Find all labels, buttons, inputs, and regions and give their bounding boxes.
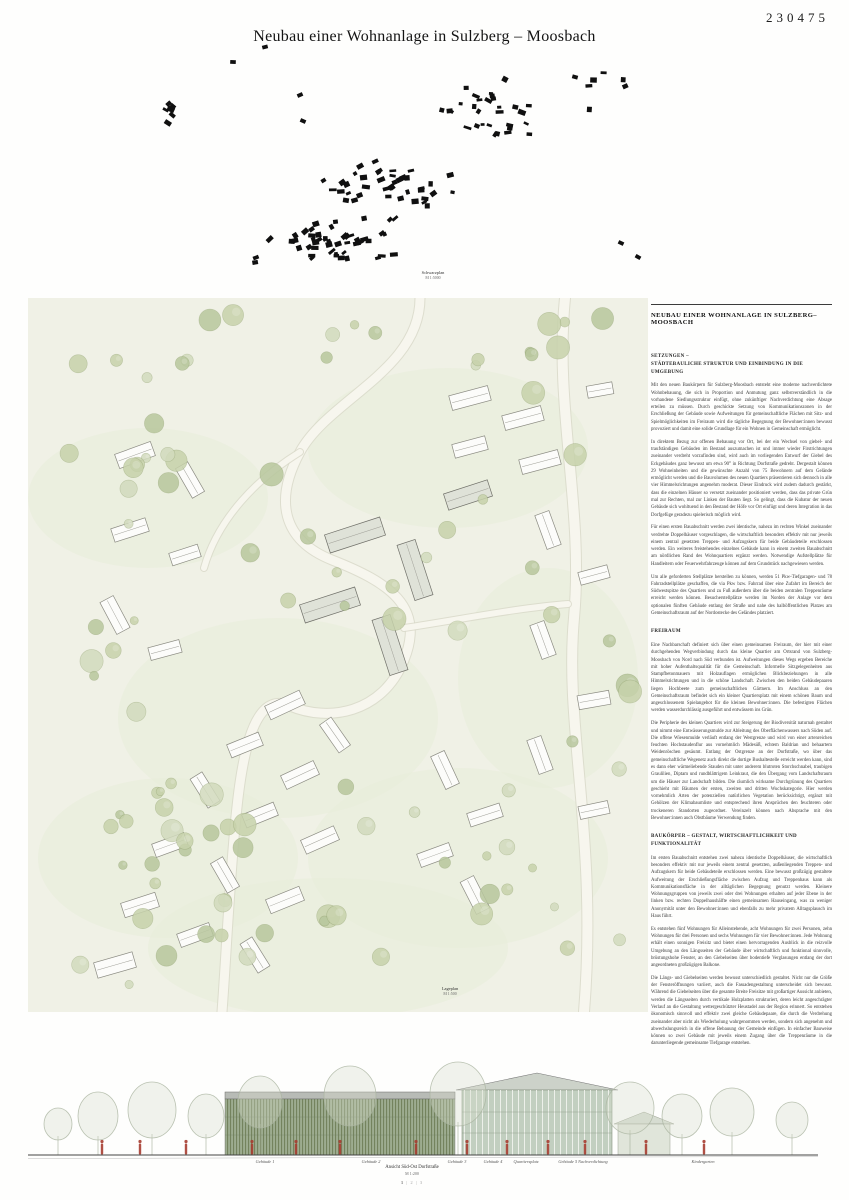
tree <box>499 839 515 855</box>
tree-highlight <box>392 582 398 588</box>
building-footprint <box>501 76 508 83</box>
building-footprint <box>372 158 379 164</box>
page-number: 2 <box>410 1180 414 1185</box>
person-figure <box>415 1144 417 1155</box>
tree <box>203 825 219 841</box>
elevation-caption-title: Ansicht Süd-Ost Dorfstraße <box>385 1165 439 1170</box>
tree-canopy <box>776 1102 808 1138</box>
tree <box>214 894 232 912</box>
tree <box>60 444 78 462</box>
person-figure-head <box>465 1140 468 1143</box>
person-figure <box>645 1144 647 1155</box>
schwarzplan-caption <box>385 270 481 280</box>
tree-highlight <box>508 786 513 791</box>
tree <box>480 884 500 904</box>
building-footprint <box>497 106 501 109</box>
building-footprint <box>491 96 497 101</box>
building-footprint <box>621 77 626 82</box>
tree <box>439 857 450 868</box>
tree <box>386 579 400 593</box>
tree-highlight <box>335 908 343 916</box>
tree <box>144 414 163 433</box>
tree-highlight <box>365 820 372 827</box>
tree-canopy <box>606 1082 654 1134</box>
tree-highlight <box>113 645 119 651</box>
entry-number: 230475 <box>766 10 829 25</box>
person-figure <box>339 1144 341 1155</box>
tree <box>528 864 536 872</box>
tree <box>161 447 175 461</box>
building-footprint <box>506 123 514 128</box>
tree-highlight <box>145 455 149 459</box>
tree <box>383 607 406 630</box>
tree-highlight <box>122 862 125 865</box>
tree <box>124 519 133 528</box>
tree-highlight <box>163 801 170 808</box>
tree <box>338 779 354 795</box>
page-number: 3 <box>419 1180 424 1185</box>
person-figure <box>185 1144 187 1155</box>
building-footprint <box>622 83 629 89</box>
elevation-label: Gebäude 5 Nachverdichtung <box>558 1159 608 1164</box>
tree-highlight <box>160 789 163 792</box>
person-figure <box>506 1144 508 1155</box>
tree <box>546 336 569 359</box>
elevation-caption <box>352 1165 472 1185</box>
column-sections <box>651 353 832 1048</box>
tree-highlight <box>171 823 180 832</box>
tree <box>332 567 342 577</box>
tree <box>619 680 642 703</box>
building-footprint <box>590 77 597 82</box>
building-footprint <box>290 238 298 244</box>
building-footprint <box>300 118 307 124</box>
building-footprint <box>476 108 482 114</box>
building-footprint <box>464 86 469 90</box>
schwarzplan-caption-scale: M 1:5000 <box>425 276 441 280</box>
building-footprint <box>389 169 396 172</box>
tree <box>448 621 467 640</box>
building-footprint <box>512 104 519 110</box>
building-footprint <box>328 224 334 231</box>
body-paragraph: Für einen ersten Bauabschnitt werden zwei identische, nahezu im rechten Winkel zueinander verdrehte Doppelhäuser vorgeschlagen, die wirtschaftlich besonders effektiv mit nur jeweils einem zentral gesetzten Treppen- und Aufzugskern für beide Gebäudeteile erschlossen werden. Ein weiteres freistehendes einzelnes Gebäude kann in einem zweiten Bauabschnitt am nördlichen Rand des Wohnquartiers ergänzt werden. Notwendige Aufstellplätze für Handleitern oder Feuerwehrfahrzeuge können auf dem Grundstück nachgewiesen werden. <box>651 525 832 567</box>
elevation-label: Quartiersplatz <box>513 1159 539 1164</box>
tree-highlight <box>128 521 132 525</box>
elevation-label: Gebäude 3 <box>447 1159 467 1164</box>
building-footprint <box>351 197 358 203</box>
tree <box>567 736 579 748</box>
tree <box>200 783 224 807</box>
sheet-page-indicator: 1 | 2 | 3 <box>400 1180 424 1185</box>
tree <box>421 552 432 563</box>
tree-canopy <box>662 1094 702 1138</box>
tree-highlight <box>247 951 254 958</box>
lageplan-caption <box>400 986 500 996</box>
tree <box>327 905 347 925</box>
schwarzplan-caption-title: Schwarzplan <box>421 270 445 275</box>
building-footprint <box>526 132 532 136</box>
building-footprint <box>308 254 315 258</box>
body-paragraph: In direktem Bezug zur offenen Bebauung vor Ort, bei der ein Wechsel von giebel- und traufständigen Gebäuden im Bestand auszumachen ist und immer wieder Firstrichtungen zueinander verdreht vorzufinden sind, wird auch im vorliegenden Entwurf der Giebel des Eckgebäudes ganz bewusst um etwa 90° in Richtung Dorfstraße gedreht. Dergestalt können 29 Wohneinheiten und die gewünschte Anzahl von 75 Bewohnern auf dem Gelände ermöglicht werden und die Bauvolumen des neuen Quartiers präsentieren sich dennoch in alle vier Himmelsrichtungen angenehm moderat. Dieser Eindruck wird zudem dadurch gestärkt, dass die einzelnen Häuser so versetzt zueinander positioniert werden, dass das private Grün mal zur Rechten, mal zur Linken der Bauten liegt. So gelingt, dass die Kubatur der neuen Gebäude sich wohltuend in den Bestand der Höfe vor Ort einfügt und deren Integration in das Dorfgefüge geradezu spielerisch möglich wird. <box>651 439 832 518</box>
tree <box>156 787 164 795</box>
lageplan-caption-title: Lageplan <box>441 986 459 991</box>
tree-highlight <box>134 618 137 621</box>
building-footprint <box>252 260 258 265</box>
person-figure-head <box>294 1140 297 1143</box>
tree <box>321 352 333 364</box>
tree <box>591 307 613 329</box>
tree-highlight <box>380 951 387 958</box>
body-paragraph: Mit den neuen Baukörpern für Sulzberg-Moosbach entsteht eine moderne nachverdichtete Wohnbebauung, die sich in Proportion und Anmutung ganz selbstverständlich in die vorhandene Siedlungsstruktur einfügt, ohne zukünftiger Nachverdichtung eine Absage erteilen zu müssen. Durch geschickte Setzung von Kommunikationszonen in der Erschließung der Gebäude sowie Aufweitungen für gemeinschaftliche Flächen mit Sitz- und Spielmöglichkeiten im Freiraum wird die tägliche Begegnung der Bewohner:innen bewusst provoziert und damit eine solide Grundlage für ein Wohnen in Gemeinschaft ermöglicht. <box>651 383 832 432</box>
building-footprint <box>337 189 345 194</box>
tree <box>120 480 137 497</box>
person-figure <box>703 1144 705 1155</box>
building-footprint <box>526 104 532 108</box>
person-figure <box>101 1144 103 1155</box>
tree-highlight <box>232 308 240 316</box>
tree <box>543 606 560 623</box>
person-figure-head <box>546 1140 549 1143</box>
tree <box>215 929 228 942</box>
building-footprint <box>439 107 445 112</box>
person-figure-head <box>250 1140 253 1143</box>
building-footprint <box>635 254 642 260</box>
tree <box>340 601 350 611</box>
tree <box>260 463 283 486</box>
tree <box>525 348 538 361</box>
tree <box>142 372 152 382</box>
section-heading: FREIRAUM <box>651 629 681 635</box>
text-section <box>651 353 832 617</box>
tree <box>127 702 146 721</box>
person-figure-head <box>338 1140 341 1143</box>
building-footprint <box>334 252 338 256</box>
tree <box>119 861 128 870</box>
building-footprint <box>587 107 592 113</box>
tree-highlight <box>574 447 583 456</box>
building-footprint <box>333 219 338 224</box>
tree-canopy <box>78 1092 118 1140</box>
building-footprint <box>446 108 452 113</box>
tree <box>471 903 493 925</box>
tree <box>560 941 575 956</box>
building-footprint <box>360 174 368 180</box>
description-column <box>651 304 832 1053</box>
building-footprint <box>446 172 454 178</box>
building-footprint <box>517 109 526 116</box>
tree <box>372 948 389 965</box>
building-footprint <box>320 178 326 184</box>
building-footprint <box>523 121 529 126</box>
building-footprint <box>389 174 396 178</box>
tree-highlight <box>155 880 159 884</box>
column-heading: NEUBAU EINER WOHNANLAGE IN SULZBERG–MOOSBACH <box>651 312 817 326</box>
building-footprint <box>429 190 437 198</box>
tree-canopy <box>188 1094 224 1138</box>
tree <box>326 327 340 341</box>
tree <box>125 980 133 988</box>
building-footprint <box>266 235 274 243</box>
building-footprint <box>397 195 404 201</box>
tree <box>105 643 121 659</box>
building-footprint <box>382 186 389 191</box>
building-footprint <box>572 74 578 79</box>
person-figure <box>139 1144 141 1155</box>
tree <box>72 956 89 973</box>
tree <box>110 354 122 366</box>
tree <box>550 903 558 911</box>
tree <box>199 309 221 331</box>
building-footprint <box>362 184 370 189</box>
building-footprint <box>421 196 428 201</box>
building-footprint <box>391 215 398 222</box>
tree <box>564 443 587 466</box>
tree-highlight <box>532 563 538 569</box>
tree <box>198 926 215 943</box>
body-paragraph: Eine Nachbarschaft definiert sich über einen gemeinsamen Freiraum, der hier mit einer durchgehenden Wegverbindung durch das kleine Quartier am Ortsrand von Sulzberg-Moosbach von Nord nach Süd verbunden ist. Aufweitungen dieses Wegs ergeben Bereiche mit hoher Aufenthaltsqualität für die Gemeinschaft. Informelle Sitzgelegenheiten aus Stampfbetonmauern mit Holzauflagen ermöglichen Blickbeziehungen in alle Himmelsrichtungen und in die schöne Landschaft. Zwischen den beiden Gebäudepaaren liegen Hochbeete zum gemeinschaftlichen Gärtnern. Im Anschluss an den Gemeinschaftsraum befindet sich ein kleiner Quartiersplatz mit einem schönen Baum und angeschlossenem Spielangebot für die kleinen Bewohner:innen. Die befestigten Flächen werden wasserdurchlässig ausgeführt und entwässern ins Grün. <box>651 642 832 714</box>
tree <box>603 635 615 647</box>
tree-highlight <box>507 885 512 890</box>
building-footprint <box>377 176 386 183</box>
tree <box>166 778 177 789</box>
tree-highlight <box>481 906 490 915</box>
tree-highlight <box>171 780 175 784</box>
tree <box>525 561 539 575</box>
building-footprint <box>378 254 386 258</box>
building-footprint <box>476 98 482 101</box>
tree <box>369 326 382 339</box>
tree-highlight <box>457 624 465 632</box>
elevation-label: Kindergarten <box>691 1159 715 1164</box>
street-elevation-drawing <box>20 1036 830 1163</box>
building-footprint <box>311 246 318 250</box>
building-footprint <box>585 84 592 88</box>
tree <box>281 593 296 608</box>
tree <box>158 472 179 493</box>
person-figure-head <box>100 1140 103 1143</box>
text-section <box>651 833 832 1048</box>
page-title: Neubau einer Wohnanlage in Sulzberg – Moosbach <box>253 28 596 45</box>
building-footprint <box>486 123 492 127</box>
building-footprint <box>296 245 303 252</box>
tree-highlight <box>116 356 121 361</box>
building-footprint <box>481 123 485 126</box>
tree <box>69 355 87 373</box>
building-footprint <box>301 227 309 235</box>
building-footprint <box>308 233 316 238</box>
tree-highlight <box>184 835 191 842</box>
building-footprint <box>262 44 268 49</box>
building-footprint <box>489 92 493 95</box>
body-paragraph: Die Längs- und Giebelseiten werden bewusst unterschiedlich gestaltet. Nicht nur die Größe der Fensteröffnungen variiert, auch die Fassadengestaltung unterscheidet sich bewusst. Während die Giebelseiten über die gesamte Breite Freisitze mit großartiger Aussicht anbieten, werden die Längsseiten durch vertikale Holzplatten strukturiert, deren leicht angeschrägter Verlauf an die Gestaltung wettergeschützter Heustadel aus der Region erinnert. So entstehen ökonomisch sinnvoll und effektiv zwei gleiche Gebäudepaare, die durch die Verdrehung zueinander aber nicht als Wiederholung wahrgenommen werden, sondern sich angenehm und abwechslungsreich in die offene Bebauung der Gemeinde einfügen. In einfacher Bauweise können so zwei Gebäude mit jeweils einem Zugang über die Treppenräume in die darunterliegende gemeinsame Tiefgarage entstehen. <box>651 975 832 1047</box>
building-footprint <box>338 256 345 261</box>
person-figure-head <box>184 1140 187 1143</box>
tree <box>241 543 260 562</box>
tree-highlight <box>414 808 418 812</box>
tree-highlight <box>393 611 402 620</box>
tree-highlight <box>249 546 256 553</box>
building-footprint <box>474 123 480 129</box>
body-paragraph: Es entstehen fünf Wohnungen für Alleinstehende, acht Wohnungen für zwei Personen, zehn Wohnungen für drei Personen und sechs Wohnungen für vier Bewohner:innen. Jede Wohnung erhält einen sonnigen Freisitz und bietet einen hervorragenden Ausblick in die reizvolle Umgebung an den Längsseiten der Gebäude über wirtschaftlich und funktional sinnvolle, brüstungshohe Fenster, an den Giebelseiten über bodentiefe Verglasungen entlang der dort angeordneten großzügigen Balkone. <box>651 926 832 969</box>
building-footprint <box>428 181 432 186</box>
tree-highlight <box>551 609 558 616</box>
tree-highlight <box>120 812 124 816</box>
tree-canopy <box>238 1076 282 1128</box>
tree <box>133 908 153 928</box>
person-figure-head <box>414 1140 417 1143</box>
tree <box>222 304 243 325</box>
tree <box>80 649 103 672</box>
building-footprint <box>344 241 350 245</box>
building-footprint <box>472 104 477 109</box>
lageplan-site-plan <box>28 298 648 1012</box>
tree-highlight <box>182 358 188 364</box>
tree <box>482 852 491 861</box>
building-footprint <box>408 169 415 173</box>
tree-canopy <box>710 1088 754 1136</box>
building-footprint <box>312 220 320 227</box>
person-figure-head <box>505 1140 508 1143</box>
tree-highlight <box>375 328 380 333</box>
building-footprint <box>343 198 350 204</box>
tree <box>472 353 485 366</box>
tree <box>104 819 119 834</box>
elevation-label: Gebäude 2 <box>361 1159 381 1164</box>
body-paragraph: Die Peripherie des kleinen Quartiers wird zur Steigerung der Biodiversität naturnah gestaltet und nimmt eine Entwässerungsmulde zur Ableitung des Oberflächenwassers nach Süden auf. Die offene Wiesenmulde verläuft entlang der Westgrenze und wird von einer artenreichen feuchten Hochstaudenflur aus vornehmlich Mädesüß, echtem Baldrian und behaartem Weidenröschen gesäumt. Entlang der Ostgrenze an der Dorfstraße, wo über das gemeinschaftliche Wegenetz auch direkt die dortige Bushaltestelle erreicht werden kann, sind es dann eher wärmeliebende Stauden mit unter anderem blutroten Storchschnabel, traubigen Graulilien, Diptam und rundblättrigem Leinkraut, die den Übergang vom Landschaftsraum um die Häuser zur Landschaft bilden. Die räumlich wirksame Durchgrünung des Quartiers geschieht mit Bäumen der ersten, zweiten und dritten Wuchskategorie. Hier werden vornehmlich Arten der potenziellen natürlichen Vegetation berücksichtigt, ergänzt mit Gehölzen der Klimabaumliste und entsprechend ihren Ansprüchen den feuchteren oder trockeneren Standorten zugeordnet. Vereinzelt können nach Absprache mit den Bewohner:innen auch Obstbäume Verwendung finden. <box>651 721 832 821</box>
tree-highlight <box>531 350 536 355</box>
tree-highlight <box>618 764 624 770</box>
tree <box>502 884 513 895</box>
building-footprint <box>356 162 364 169</box>
page-number: 1 <box>400 1180 405 1185</box>
tree-canopy <box>44 1108 72 1140</box>
tree <box>357 817 375 835</box>
tree-highlight <box>79 959 86 966</box>
elevation-label: Gebäude 1 <box>255 1159 275 1164</box>
tree <box>614 934 626 946</box>
building-footprint <box>618 240 625 246</box>
tree <box>155 799 173 817</box>
tree-highlight <box>307 531 313 537</box>
person-figure <box>466 1144 468 1155</box>
person-figure <box>547 1144 549 1155</box>
building-footprint <box>601 71 607 74</box>
tree <box>522 381 545 404</box>
tree <box>233 838 253 858</box>
building-footprint <box>504 130 512 135</box>
building-footprint <box>344 255 350 261</box>
tree <box>233 813 256 836</box>
body-paragraph: Um alle geforderten Stellplätze herstellen zu können, werden 51 Pkw-Tiefgaragen- und 78 Fahrradstellplätze geschaffen, die via Pkw bzw. Fahrrad über eine Zufahrt im Bereich der Südwestspitze des Quartiers und zu Fuß außerdem über die beiden zentralen Treppenräume erreicht werden können. Besucherstellplätze werden im Norden der Anlage vor dem optionalen fünften Gebäude entlang der Straße und nahe des halböffentlichen Platzes am Gemeinschaftsraum auf der Nordostecke des Geländes platziert. <box>651 574 832 616</box>
tree-highlight <box>506 842 512 848</box>
tree <box>300 529 316 545</box>
building-footprint <box>496 110 504 114</box>
person-figure-head <box>702 1140 705 1143</box>
elevation-label: Gebäude 4 <box>483 1159 503 1164</box>
tree <box>409 807 420 818</box>
tree-highlight <box>132 461 140 469</box>
column-rule <box>651 304 832 305</box>
section-heading: BAUKÖRPER – GESTALT, WIRTSCHAFTLICHKEIT UND FUNKTIONALITÄT <box>651 834 797 847</box>
tree <box>119 814 133 828</box>
building-footprint <box>341 250 347 255</box>
person-figure-head <box>583 1140 586 1143</box>
tree-canopy <box>324 1066 376 1126</box>
tree-canopy <box>430 1062 486 1126</box>
tree-highlight <box>567 943 573 949</box>
tree-highlight <box>572 737 577 742</box>
building-footprint <box>405 189 410 195</box>
person-figure-head <box>138 1140 141 1143</box>
elevation-caption-scale: M 1:200 <box>405 1171 419 1176</box>
building-footprint <box>411 198 419 204</box>
tree-canopy <box>128 1082 176 1138</box>
tree <box>560 317 570 327</box>
tree <box>612 762 627 777</box>
tree <box>256 924 274 942</box>
building-footprint <box>334 241 342 248</box>
body-paragraph: Im ersten Bauabschnitt entstehen zwei nahezu identische Doppelhäuser, die wirtschaftlich besonders effektiv mit nur jeweils einem zentral gesetzten, außenliegenden Treppen- und Aufzugskern für beide Gebäudeteile erschlossen werden. Eine bewusst großzügig gestaltete Aufweitung der Erschließungsfläche zwischen Aufzug und Treppenhaus kann als Kommunikationsfläche in der alltäglichen Begegnung genutzt werden. Kleinere Wohnungsgruppen von jeweils zwei oder drei Wohnungen erhalten auf jeder Ebene in der linken bzw. rechten Doppelhaushälfte einen gemeinsamen Hauseingang, was zu weniger Anonymität unter den Bewohner:innen und ebenfalls zu mehr privatem Alltagsplausch im Haus führt. <box>651 855 832 919</box>
building-footprint <box>164 119 172 127</box>
building-footprint <box>390 252 398 257</box>
building-footprint <box>297 92 304 98</box>
tree <box>502 784 515 797</box>
text-section <box>651 628 832 822</box>
section-heading: SETZUNGEN – STÄDTEBAULICHE STRUKTUR UND EINBINDUNG IN DIE UMGEBUNG <box>651 354 803 375</box>
building-footprint <box>459 102 463 106</box>
tree <box>439 521 456 538</box>
building-footprint <box>230 60 236 64</box>
building-footprint <box>361 215 367 221</box>
tree <box>350 320 359 329</box>
tree-highlight <box>609 637 614 642</box>
building-footprint <box>385 195 391 199</box>
tree-highlight <box>336 569 340 573</box>
tree <box>478 494 488 504</box>
building-footprint <box>463 125 471 130</box>
person-figure-head <box>644 1140 647 1143</box>
person-figure <box>295 1144 297 1155</box>
building-footprint <box>329 188 337 191</box>
building-footprint <box>346 191 352 196</box>
schwarzplan-figure-ground <box>140 35 660 287</box>
tree <box>150 878 161 889</box>
person-figure <box>584 1144 586 1155</box>
tree <box>156 945 177 966</box>
tree <box>239 948 256 965</box>
building-footprint <box>472 93 480 99</box>
tree <box>89 671 98 680</box>
building-footprint <box>252 255 259 261</box>
building-footprint <box>425 203 430 208</box>
tree <box>175 356 189 370</box>
tree <box>130 616 138 624</box>
tree-highlight <box>532 385 541 394</box>
tree <box>538 312 561 335</box>
tree <box>176 833 193 850</box>
tree <box>145 856 160 871</box>
building-footprint <box>450 190 455 194</box>
building-footprint <box>353 171 358 176</box>
tree <box>123 458 143 478</box>
tree <box>88 619 103 634</box>
lageplan-caption-scale: M 1:500 <box>443 992 457 996</box>
person-figure <box>251 1144 253 1155</box>
